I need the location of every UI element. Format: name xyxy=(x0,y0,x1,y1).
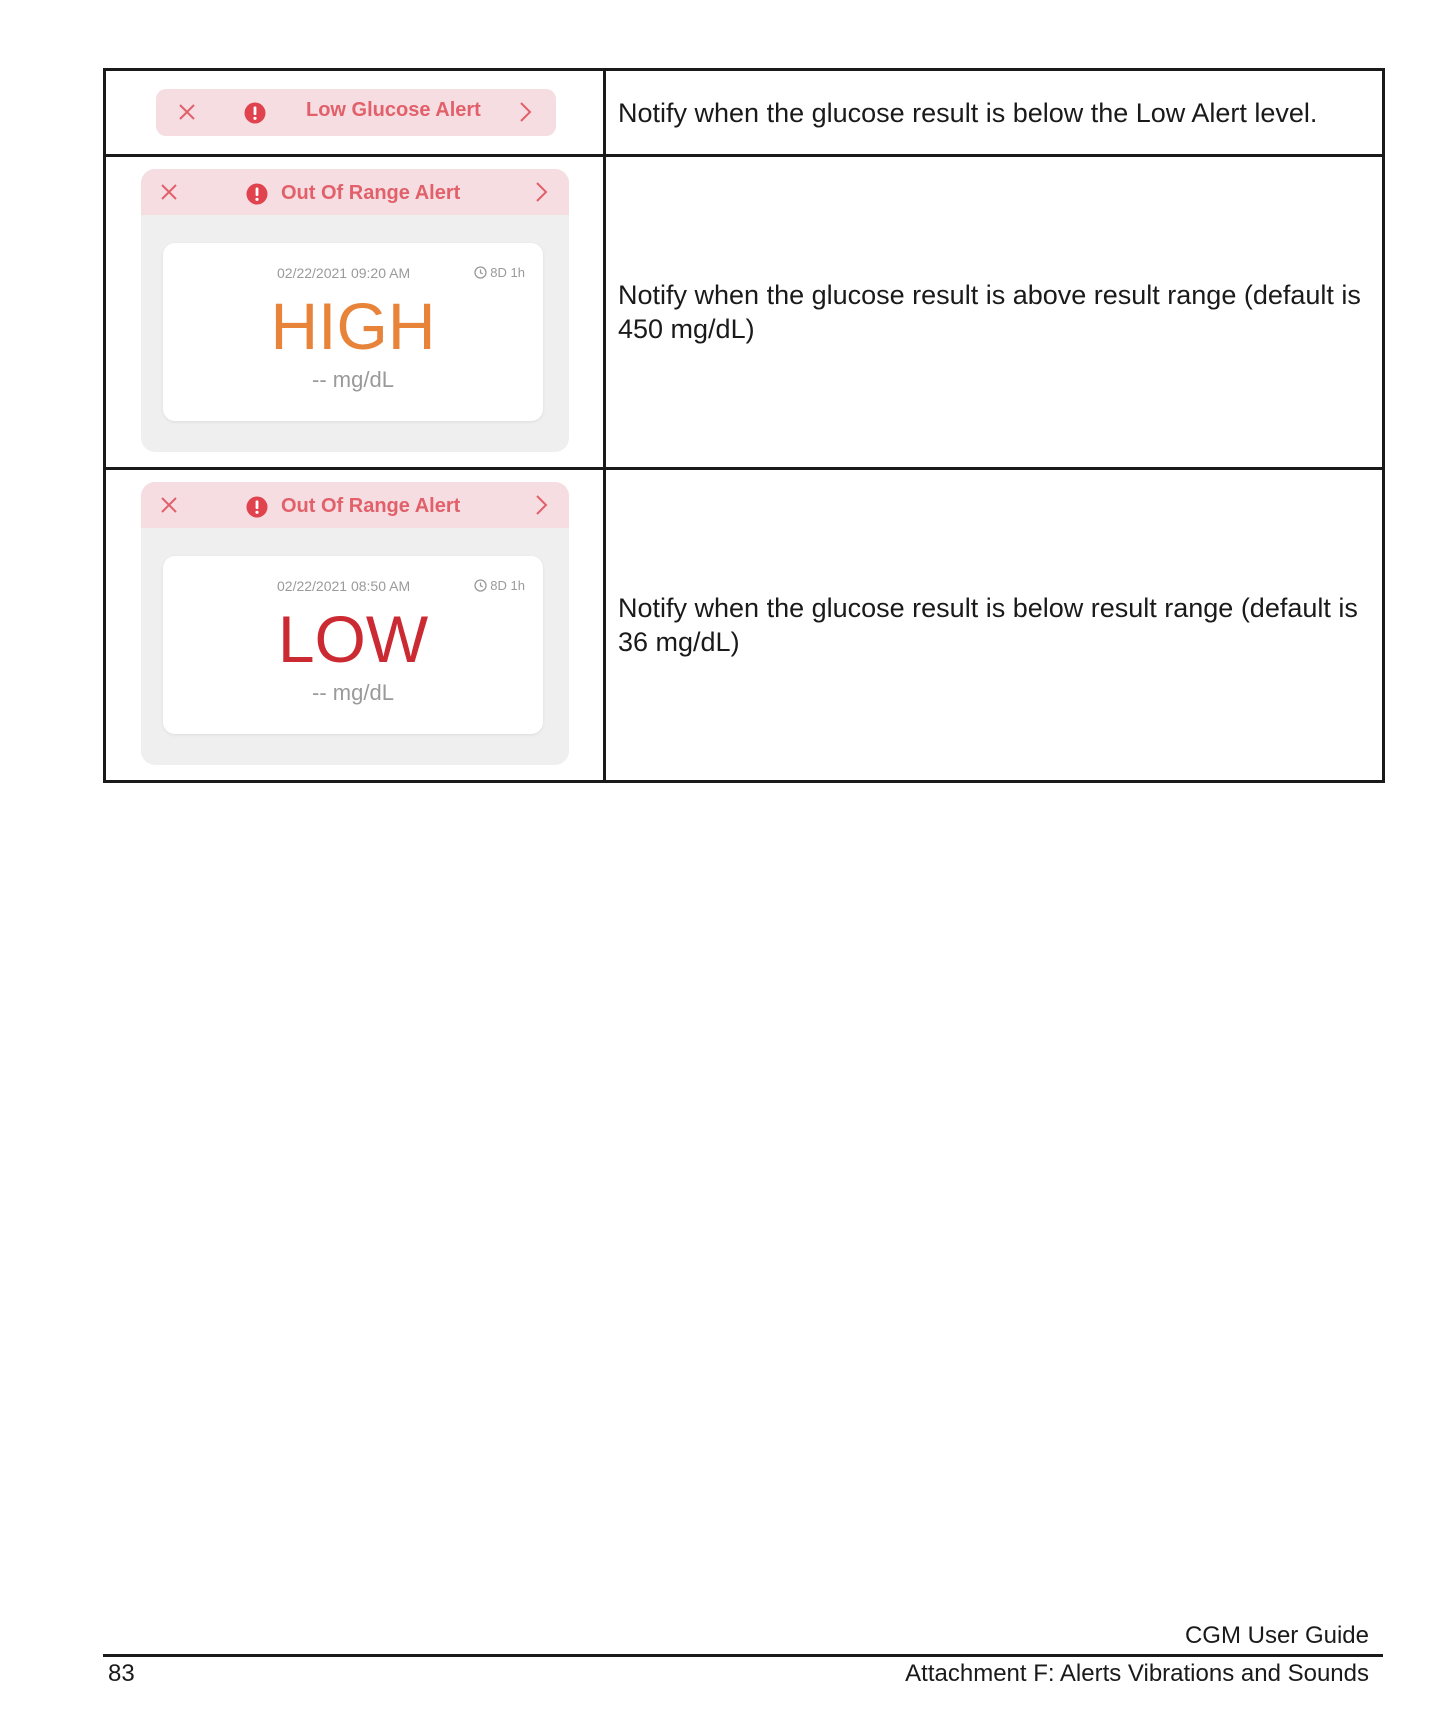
section-title: Attachment F: Alerts Vibrations and Sounds xyxy=(905,1660,1369,1687)
glucose-reading: LOW xyxy=(277,602,429,676)
chevron-right-icon[interactable] xyxy=(527,178,555,206)
clock-icon xyxy=(474,579,487,592)
reading-timestamp: 02/22/2021 08:50 AM xyxy=(277,578,411,594)
clock-icon xyxy=(474,266,487,279)
alert-exclamation-icon xyxy=(246,183,268,205)
guide-title: CGM User Guide xyxy=(1184,1622,1369,1649)
reading-timestamp: 02/22/2021 09:20 AM xyxy=(277,265,411,281)
low-glucose-alert-banner xyxy=(156,89,556,136)
glucose-reading: HIGH xyxy=(270,289,436,363)
close-icon[interactable] xyxy=(170,95,204,129)
close-icon[interactable] xyxy=(155,491,183,519)
out-of-range-alert-card xyxy=(141,482,569,765)
alert-title: Low Glucose Alert xyxy=(306,99,481,121)
alert-title: Out Of Range Alert xyxy=(281,495,461,517)
table-row xyxy=(105,156,1384,469)
alert-description: Notify when the glucose result is below the Low Alert level. xyxy=(605,70,1384,156)
alert-header xyxy=(141,169,569,215)
alert-image-cell xyxy=(105,70,605,156)
alert-image-cell xyxy=(105,469,605,782)
glucose-unit: -- mg/dL xyxy=(312,680,394,705)
alerts-table xyxy=(103,68,1385,783)
out-of-range-alert-card xyxy=(141,169,569,452)
alert-image-cell xyxy=(105,156,605,469)
duration-text: 8D 1h xyxy=(490,265,525,280)
reading-panel xyxy=(163,556,543,734)
alert-exclamation-icon xyxy=(246,496,268,518)
reading-panel xyxy=(163,243,543,421)
chevron-right-icon[interactable] xyxy=(527,491,555,519)
alert-description: Notify when the glucose result is above result range (default is 450 mg/dL) xyxy=(605,156,1384,469)
alert-description: Notify when the glucose result is below result range (default is 36 mg/dL) xyxy=(605,469,1384,782)
alert-exclamation-icon xyxy=(244,102,266,124)
glucose-unit: -- mg/dL xyxy=(312,367,394,392)
page-number: 83 xyxy=(108,1660,135,1687)
sensor-duration xyxy=(474,578,525,593)
close-icon[interactable] xyxy=(155,178,183,206)
duration-text: 8D 1h xyxy=(490,578,525,593)
chevron-right-icon[interactable] xyxy=(508,95,542,129)
footer-divider xyxy=(103,1654,1383,1657)
table-row xyxy=(105,469,1384,782)
alert-header xyxy=(141,482,569,528)
table-row xyxy=(105,70,1384,156)
alert-title: Out Of Range Alert xyxy=(281,182,461,204)
sensor-duration xyxy=(474,265,525,280)
